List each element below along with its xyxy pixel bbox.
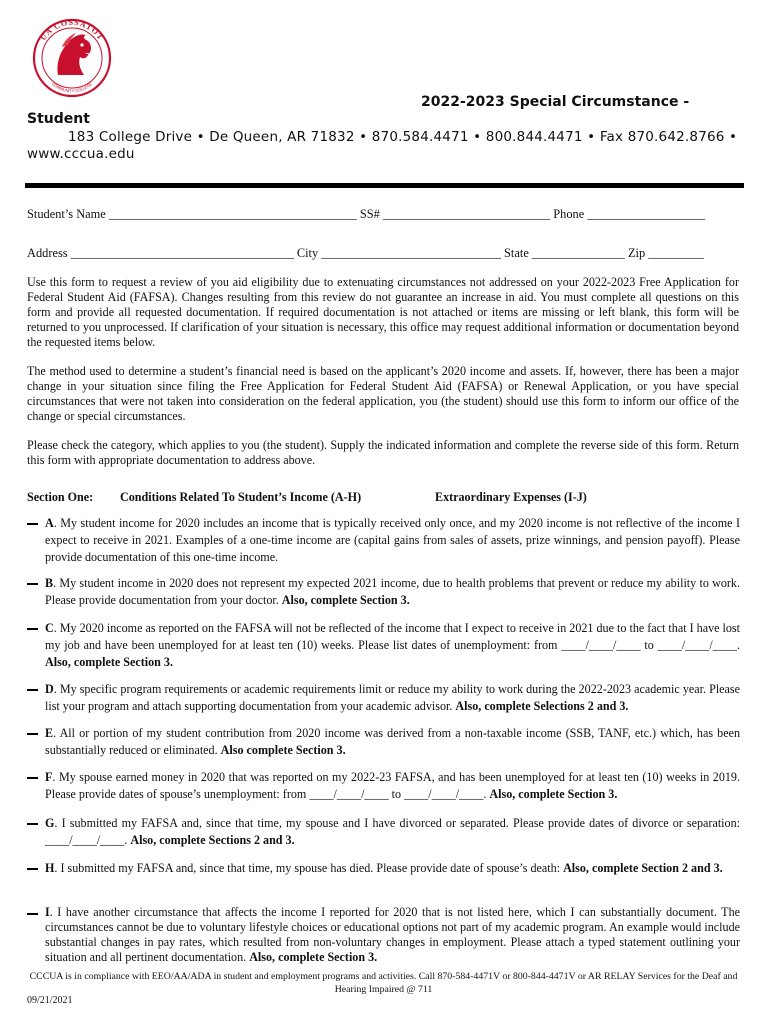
checkbox-b[interactable] [27,583,38,585]
document-title: 2022-2023 Special Circumstance - [421,94,690,110]
option-h: H. I submitted my FAFSA and, since that time, my spouse has died. Please provide date of spouse’s death: Also, complete Section 2 and 3. [27,860,740,877]
option-b: B. My student income in 2020 does not represent my expected 2021 income, due to health problems that prevent or reduce my ability to work. Please provide documentation from your doctor. Also, complete Section 3. [27,575,740,609]
checkbox-h[interactable] [27,868,38,870]
option-f: F. My spouse earned money in 2020 that was reported on my 2022-23 FAFSA, and has been unemployed for at least ten (10) weeks in 2019. Please provide dates of spouse’s unemployment: from ____/____/____ to ____/____/____. Also, complete Section 3. [27,769,740,803]
intro-paragraph-2: The method used to determine a student’s financial need is based on the applicant’s 2020 income and assets. If, however, there has been a major change in your situation since filing the Free Application for Federal Student Aid (FAFSA) or Renewal Application, or you have special circumstances that were not taken into consideration on the federal application, you (the student) should use this form to inform our office of the change or special circumstances. [27,364,739,423]
logo-top-text: UA COSSATOT [38,17,106,43]
checkbox-c[interactable] [27,628,38,630]
college-logo [30,13,114,103]
extraordinary-heading: Extraordinary Expenses (I-J) [435,490,587,504]
checkbox-f[interactable] [27,777,38,779]
conditions-heading: Conditions Related To Student’s Income (A-H) [120,490,362,504]
option-d: D. My specific program requirements or academic requirements limit or reduce my ability to work during the 2022-2023 academic year. Please list your program and attach supporting documentation from your academic advisor. Also, complete Selections 2 and 3. [27,681,740,715]
option-e: E. All or portion of my student contribution from 2020 income was derived from a non-taxable income (SSB, TANF, etc.) which, has been substantially reduced or eliminated. Also complete Section 3. [27,725,740,759]
revision-date: 09/21/2021 [27,995,73,1006]
checkbox-e[interactable] [27,733,38,735]
checkbox-i[interactable] [27,913,38,915]
address-city-state-zip-field[interactable]: Address ____________________________________ City _____________________________ State _______________ Zip _________ [27,246,705,260]
option-g: G. I submitted my FAFSA and, since that time, my spouse and I have divorced or separated. Please provide dates of divorce or separation: ____/____/____. Also, complete Sections 2 and 3. [27,815,740,849]
college-website: www.cccua.edu [27,146,135,162]
intro-paragraph-1: Use this form to request a review of you aid eligibility due to extenuating circumstances not addressed on your 2022-2023 Free Application for Federal Student Aid (FAFSA). Changes resulting from this review do not guarantee an increase in aid. You must complete all questions on this form and provide all requested documentation. If required documentation is not attached or items are missing or left blank, this form will be returned to you unprocessed. If clarification of your situation is necessary, this office may request additional information or documentation beyond the requested items below. [27,275,739,349]
checkbox-d[interactable] [27,689,38,691]
option-i: I. I have another circumstance that affects the income I reported for 2020 that is not listed here, which I can substantially document. The circumstances cannot be due to voluntary lifestyle choices or educational options not part of my academic program. An example would include substantial changes in pay rates, which resulted from non-voluntary changes in employment. Please attach a typed statement outlining your situation and all pertinent documentation. Also, complete Section 3. [27,905,740,965]
horse-head-icon [57,33,91,75]
document-title-continued: Student [27,111,90,127]
compliance-footer: CCCUA is in compliance with EEO/AA/ADA in student and employment programs and activities. Call 870-584-4471V or 800-844-4471V or AR RELAY Services for the Deaf and Hearing Impaired @ 711 [29,971,738,995]
student-name-ssn-phone-field[interactable]: Student’s Name ________________________________________ SS# ___________________________ Phone ___________________ [27,207,706,221]
option-a: A. My student income for 2020 includes an income that is typically received only once, and my 2020 income is not reflective of the income I expect to receive in 2021. Examples of a one-time income are (capital gains from sales of assets, prize winnings, and pension payoff). Please provide documentation of this one-time income. [27,515,740,566]
checkbox-a[interactable] [27,523,38,525]
section-one-label: Section One: [27,490,94,504]
intro-paragraph-3: Please check the category, which applies to you (the student). Supply the indicated information and complete the reverse side of this form. Return this form with appropriate documentation to address above. [27,438,739,467]
checkbox-g[interactable] [27,823,38,825]
logo-bottom-text: COMMUNITY COLLEGE [50,81,94,94]
option-c: C. My 2020 income as reported on the FAFSA will not be reflected of the income that I expect to receive in 2021 due to the fact that I have lost my job and have been unemployed for at least ten (10) weeks. Please list dates of unemployment: from ____/____/____ to ____/____/____. Also, complete Section 3. [27,620,740,671]
college-address: 183 College Drive • De Queen, AR 71832 • 870.584.4471 • 800.844.4471 • Fax 870.642.8766 • [68,129,738,145]
header-divider [25,183,744,188]
